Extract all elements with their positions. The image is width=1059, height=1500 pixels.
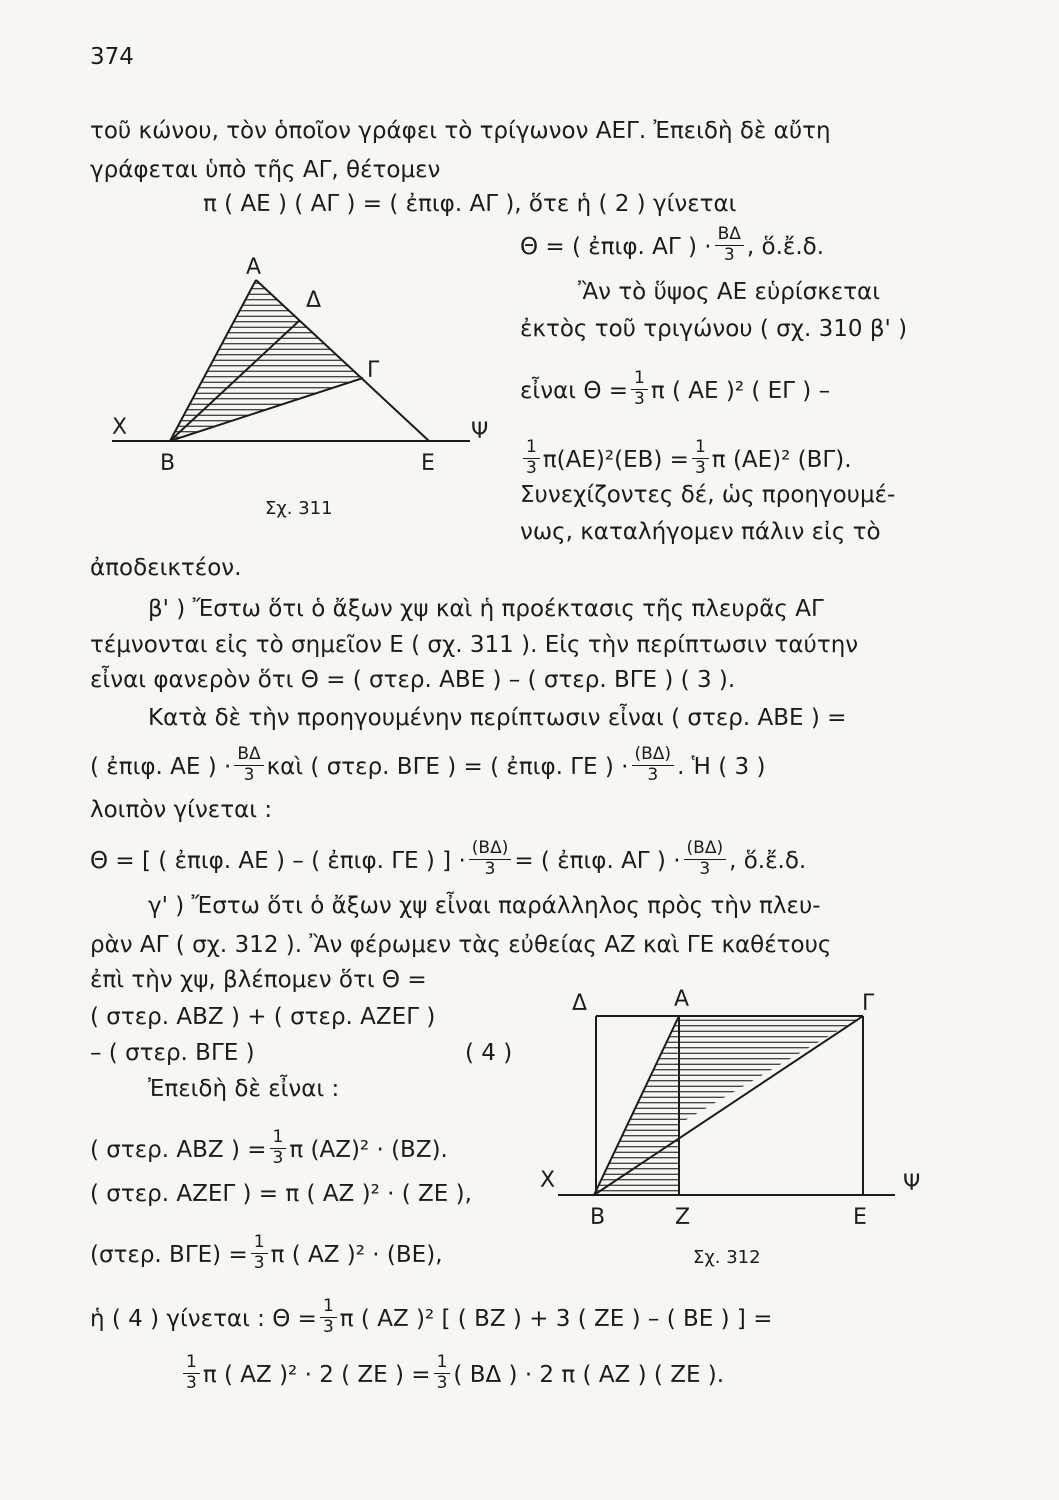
text-line-10: νως, καταλήγομεν πάλιν εἰς τὸ [520,519,881,545]
fraction: $\frac{1}{3}$ [631,370,648,409]
fraction: $\frac{1}{3}$ [183,1354,200,1393]
fraction: $\frac{(B\Delta)}{3}$ [684,840,727,879]
text-line-24: Ἐπειδὴ δὲ εἶναι : [148,1076,340,1102]
fraction: $\frac{(B\Delta)}{3}$ [632,746,675,785]
fraction: $\frac{1}{3}$ [251,1234,268,1273]
figure-caption: Σχ. 311 [265,498,333,519]
text-line-6: ἐκτὸς τοῦ τριγώνου ( σχ. 310 β' ) [520,316,908,342]
label-x: Χ [112,415,128,440]
text-line-9: Συνεχίζοντες δέ, ὡς προηγουμέ- [520,482,896,508]
fraction: $\frac{1}{3}$ [523,439,540,478]
equation-line-8: $\frac{1}{3}$ π(ΑΕ)²(ΕΒ) = $\frac{1}{3}$ π (ΑΕ)² (ΒΓ). [520,441,852,480]
label-g: Γ [367,358,380,383]
fraction: $\frac{1}{3}$ [320,1298,337,1337]
fraction: $\frac{1}{3}$ [692,439,709,478]
label-z: Ζ [675,1205,691,1230]
text-line-12: β' ) Ἔστω ὅτι ὁ ἄξων χψ καὶ ἡ προέκτασις τῆς πλευρᾶς ΑΓ [148,596,824,622]
text-line-26: ( στερ. ΑΖΕΓ ) = π ( ΑΖ )² · ( ΖΕ ), [90,1181,472,1207]
label-a: Α [246,255,262,280]
equation-line-4: Θ = ( ἐπιφ. ΑΓ ) · $\frac{B\Delta}{3}$ , ὅ.ἔ.δ. [520,224,825,265]
label-a: Α [674,987,690,1012]
text-line-23: – ( στερ. ΒΓΕ ) ( 4 ) [90,1040,513,1066]
label-psi: Ψ [471,419,489,444]
text-line-21: ἐπὶ τὴν χψ, βλέπομεν ὅτι Θ = [90,967,427,993]
label-d: Δ [572,991,588,1016]
figure-312 [520,980,940,1270]
text-line-20: ρὰν ΑΓ ( σχ. 312 ). Ἂν φέρωμεν τὰς εὐθείας ΑΖ καὶ ΓΕ καθέτους [90,932,832,958]
label-g: Γ [862,991,875,1016]
fraction: $\frac{1}{3}$ [434,1354,451,1393]
equation-line-16: ( ἐπιφ. ΑΕ ) · $\frac{B\Delta}{3}$ καὶ ( στερ. ΒΓΕ ) = ( ἐπιφ. ΓΕ ) · $\frac{(B\Delta)}{3}$ . Ἡ ( 3 ) [90,744,766,785]
label-e: Ε [421,451,435,476]
fraction: $\frac{(B\Delta)}{3}$ [469,840,512,879]
equation-line-27: (στερ. ΒΓΕ) = $\frac{1}{3}$ π ( ΑΖ )² · (ΒΕ), [90,1232,443,1273]
label-d: Δ [306,288,322,313]
text-line-13: τέμνονται εἰς τὸ σημεῖον Ε ( σχ. 311 ). Εἰς τὴν περίπτωσιν ταύτην [90,632,859,658]
label-psi: Ψ [903,1171,921,1196]
text-line-5: Ἂν τὸ ὕψος ΑΕ εὑρίσκεται [578,279,880,305]
equation-line-25: ( στερ. ΑΒΖ ) = $\frac{1}{3}$ π (ΑΖ)² · (ΒΖ). [90,1127,448,1168]
fraction: $\frac{B\Delta}{3}$ [715,226,744,265]
text-line-2: γράφεται ὑπὸ τῆς ΑΓ, θέτομεν [90,157,441,183]
equation-line-29: $\frac{1}{3}$ π ( ΑΖ )² · 2 ( ΖΕ ) = $\frac{1}{3}$ ( ΒΔ ) · 2 π ( ΑΖ ) ( ΖΕ ). [180,1356,724,1395]
hatched-region [679,1016,863,1124]
text-line-3: π ( ΑΕ ) ( ΑΓ ) = ( ἐπιφ. ΑΓ ), ὅτε ἡ ( 2 ) γίνεται [203,191,737,217]
figure-caption: Σχ. 312 [693,1247,761,1268]
label-b: Β [160,451,176,476]
text-line-14: εἶναι φανερὸν ὅτι Θ = ( στερ. ΑΒΕ ) – ( στερ. ΒΓΕ ) ( 3 ). [90,667,736,693]
page-number: 374 [90,44,134,70]
text-line-15: Κατὰ δὲ τὴν προηγουμένην περίπτωσιν εἶναι ( στερ. ΑΒΕ ) = [148,705,847,731]
text-line-22: ( στερ. ΑΒΖ ) + ( στερ. ΑΖΕΓ ) [90,1004,436,1030]
text-line-17: λοιπὸν γίνεται : [90,797,273,823]
label-b: Β [590,1205,606,1230]
hatched-triangle [170,280,363,440]
label-x: Χ [540,1168,556,1193]
text-line-19: γ' ) Ἔστω ὅτι ὁ ἄξων χψ εἶναι παράλληλος πρὸς τὴν πλευ- [148,893,821,919]
equation-line-28: ἡ ( 4 ) γίνεται : Θ = $\frac{1}{3}$ π ( ΑΖ )² [ ( ΒΖ ) + 3 ( ΖΕ ) – ( ΒΕ ) ] = [90,1296,773,1337]
text-line-1: τοῦ κώνου, τὸν ὁποῖον γράφει τὸ τρίγωνον ΑΕΓ. Ἐπειδὴ δὲ αὔτη [90,118,831,144]
label-e: Ε [853,1205,867,1230]
text-line-11: ἀποδεικτέον. [90,555,242,581]
fraction: $\frac{B\Delta}{3}$ [234,746,263,785]
fraction: $\frac{1}{3}$ [270,1129,287,1168]
equation-line-18: Θ = [ ( ἐπιφ. ΑΕ ) – ( ἐπιφ. ΓΕ ) ] · $\frac{(B\Delta)}{3}$ = ( ἐπιφ. ΑΓ ) · $\frac{(B\Delta)}{3}$ , ὅ.ἔ.δ. [90,838,807,879]
equation-line-7: εἶναι Θ = $\frac{1}{3}$ π ( ΑΕ )² ( ΕΓ ) – [520,368,831,409]
figure-311 [100,240,500,530]
